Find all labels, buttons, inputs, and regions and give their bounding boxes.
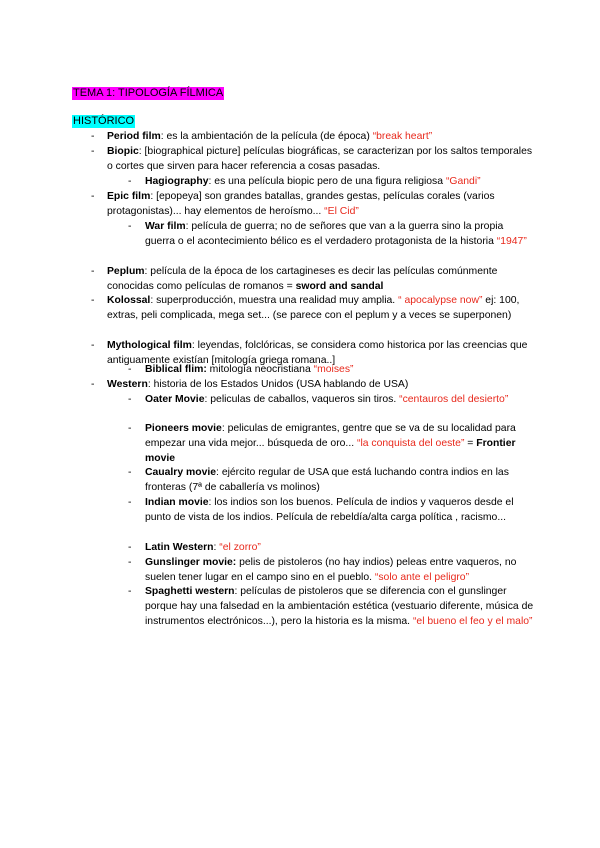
definition: pelis de pistoleros (no hay indios) peleas entre vaqueros, no suelen tener lugar en el campo sino en el pueblo.: [145, 557, 517, 583]
list-item-kolossal: [107, 294, 539, 324]
definition: : es la ambientación de la película (de época): [160, 131, 373, 142]
bullet-dash: -: [91, 131, 95, 142]
definition: : historia de los Estados Unidos (USA hablando de USA): [147, 379, 409, 390]
bullet-dash: -: [128, 467, 132, 478]
term: Indian movie: [145, 497, 209, 508]
example: “centauros del desierto”: [399, 394, 509, 405]
example: “break heart”: [372, 131, 433, 142]
term: Caualry movie: [145, 467, 217, 478]
example: “1947”: [496, 235, 527, 247]
term: Kolossal: [107, 295, 151, 306]
bullet-dash: -: [128, 176, 132, 187]
list-item-peplum: [107, 265, 539, 295]
term: Oater Movie: [145, 394, 205, 405]
list-item-spaghetti-western: [145, 585, 535, 630]
list-item-biopic: [107, 145, 539, 175]
bullet-dash: -: [128, 586, 132, 597]
page-title: TEMA 1: TIPOLOGÍA FÍLMICA: [73, 87, 224, 99]
bullet-dash: -: [128, 497, 132, 508]
example: “la conquista del oeste”: [356, 437, 465, 449]
bullet-dash: -: [91, 191, 95, 202]
example: “solo ante el peligro”: [374, 571, 470, 583]
section-heading: HISTÓRICO: [73, 115, 135, 127]
list-item-latin-western: [145, 541, 535, 556]
term: Biopic: [107, 146, 139, 157]
definition: :: [213, 542, 220, 553]
list-item-epic-film: [107, 190, 539, 220]
bullet-dash: -: [91, 266, 95, 277]
definition: : superproducción, muestra una realidad muy amplia.: [150, 295, 399, 306]
definition-cont: ej: 100, extras, peli complicada, mega set... (se parece con el peplum y a veces se superponen): [107, 295, 520, 321]
bullet-dash: -: [91, 379, 95, 390]
list-item-war-film: [145, 220, 535, 250]
example: “el zorro”: [219, 542, 261, 553]
definition: : leyendas, folclóricas, se considera como historica por las creencias que antiguamente existían [mitología griega romana..]: [107, 340, 528, 366]
term: Gunslinger movie:: [145, 557, 237, 568]
list-item-oater-movie: [145, 393, 535, 408]
term: Biblical flim:: [145, 364, 207, 375]
definition: : peliculas de emigrantes, gentre que se va de su localidad para empezar una vida mejor... búsqueda de oro...: [145, 423, 516, 449]
example: “Gandi”: [445, 176, 481, 187]
list-item-period-film: [107, 130, 539, 145]
bullet-dash: -: [128, 557, 132, 568]
term: War film: [145, 221, 186, 232]
bullet-dash: -: [128, 423, 132, 434]
list-item-hagiography: [145, 175, 535, 190]
bullet-dash: -: [91, 340, 95, 351]
bullet-dash: -: [91, 146, 95, 157]
term-alias: sword and sandal: [295, 280, 384, 292]
definition: : [epopeya] son grandes batallas, grandes gestas, películas corales (varios protagonistas)... hay elementos de heroísmo...: [107, 191, 495, 217]
term: Period film: [107, 131, 161, 142]
term: Epic film: [107, 191, 151, 202]
definition-cont: =: [464, 437, 477, 449]
definition: : película de guerra; no de señores que van a la guerra sino la propia guerra o el acontecimiento bélico es el verdadero protagonista de la historia: [145, 221, 504, 247]
example: “el bueno el feo y el malo”: [412, 615, 533, 627]
definition: : película de la época de los cartagineses es decir las películas comúnmente conocidas como películas de romanos =: [107, 266, 498, 292]
list-item-pioneers-movie: [145, 422, 535, 467]
definition: : ejército regular de USA que está luchando contra indios en las fronteras (7ª de caballería vs molinos): [145, 467, 509, 493]
bullet-dash: -: [91, 295, 95, 306]
bullet-dash: -: [128, 542, 132, 553]
term: Peplum: [107, 266, 145, 277]
bullet-dash: -: [128, 364, 132, 375]
term: Mythological film: [107, 340, 192, 351]
bullet-dash: -: [128, 221, 132, 232]
example: “ apocalypse now”: [398, 295, 483, 306]
list-item-biblical-film: [145, 363, 535, 378]
term: Hagiography: [145, 176, 209, 187]
definition: mitología neocristiana: [206, 364, 314, 375]
term: Western: [107, 379, 148, 390]
list-item-gunslinger-movie: [145, 556, 535, 586]
term-alias: Frontier movie: [145, 437, 516, 464]
definition: : los indios son los buenos. Película de indios y vaqueros desde el punto de vista de los indios. Película de rebeldía/alta carga política , racismo...: [145, 497, 514, 523]
term: Pioneers movie: [145, 423, 222, 434]
list-item-indian-movie: [145, 496, 535, 526]
example: “moises”: [313, 364, 354, 375]
definition: : [biographical picture] películas biográficas, se caracterizan por los saltos temporales o cortes que sirven para hacer referencia a cosas pasadas.: [107, 146, 533, 172]
list-item-caualry-movie: [145, 466, 535, 496]
definition: : películas de pistoleros que se diferencia con el gunslinger porque hay una falsedad en la ambientación estética (vestuario diferente, música de instrumentos electrónicos...), pero la historia es la misma.: [145, 586, 534, 627]
list-item-western: [107, 378, 539, 393]
example: “El Cid”: [324, 205, 359, 217]
term: Spaghetti western: [145, 586, 235, 597]
definition: : es una película biopic pero de una figura religiosa: [208, 176, 446, 187]
bullet-dash: -: [128, 394, 132, 405]
term: Latin Western: [145, 542, 214, 553]
definition: : peliculas de caballos, vaqueros sin tiros.: [204, 394, 400, 405]
